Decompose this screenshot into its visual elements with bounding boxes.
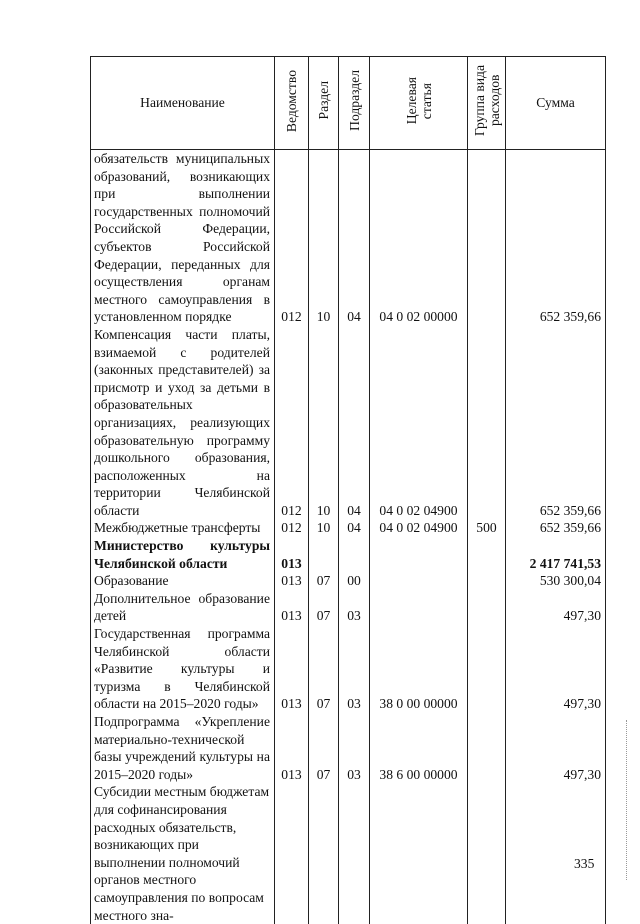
- row-name: Компенсация части платы, взимаемой с родителей (законных представителей) за присмотр и уход за детьми в образовательных организациях, реализующих образовательную программу дошкольного образования, расположенных на территории Челябинской области: [91, 326, 275, 520]
- row-gruppa-vida: [468, 537, 506, 572]
- row-gruppa-vida: [468, 783, 506, 924]
- row-vedomstvo: [275, 783, 309, 924]
- row-razdel: 10: [309, 150, 339, 326]
- row-podrazdel: [339, 537, 370, 572]
- row-summa: 652 359,66: [506, 519, 606, 537]
- row-podrazdel: 03: [339, 625, 370, 713]
- row-summa: 497,30: [506, 590, 606, 625]
- header-podrazdel: Подраздел: [339, 57, 370, 150]
- row-summa: 652 359,66: [506, 326, 606, 520]
- row-summa: [506, 783, 606, 924]
- row-summa: 2 417 741,53: [506, 537, 606, 572]
- table-row: [91, 150, 606, 326]
- header-summa: Сумма: [506, 57, 606, 150]
- row-celevaya-statya: 04 0 02 04900: [370, 326, 468, 520]
- row-vedomstvo: 012: [275, 326, 309, 520]
- row-summa: 652 359,66: [506, 150, 606, 326]
- row-gruppa-vida: 500: [468, 519, 506, 537]
- header-gruppa-vida: Группа вида расходов: [468, 57, 506, 150]
- row-celevaya-statya: [370, 783, 468, 924]
- row-summa: 497,30: [506, 625, 606, 713]
- row-podrazdel: 00: [339, 572, 370, 590]
- table-row: [91, 590, 606, 625]
- row-vedomstvo: 013: [275, 625, 309, 713]
- row-podrazdel: [339, 783, 370, 924]
- table-row: [91, 326, 606, 520]
- row-celevaya-statya: [370, 590, 468, 625]
- scan-edge-mark: [626, 720, 628, 880]
- row-celevaya-statya: 38 6 00 00000: [370, 713, 468, 783]
- row-name: обязательств муниципальных образований, возникающих при выполнении государственных полномочий Российской Федерации, субъектов Российской Федерации, переданных для осуществления органам местного самоуправления в установленном порядке: [91, 150, 275, 326]
- row-vedomstvo: 012: [275, 519, 309, 537]
- table-header: [91, 57, 606, 150]
- row-razdel: 07: [309, 713, 339, 783]
- row-name: Образование: [91, 572, 275, 590]
- header-name: Наименование: [91, 57, 275, 150]
- row-razdel: [309, 783, 339, 924]
- row-name: Подпрограмма «Укрепление материально-технической базы учреждений культуры на 2015–2020 годы»: [91, 713, 275, 783]
- row-podrazdel: 04: [339, 150, 370, 326]
- row-gruppa-vida: [468, 590, 506, 625]
- row-podrazdel: 04: [339, 519, 370, 537]
- row-name: Министерство культуры Челябинской области: [91, 537, 275, 572]
- table-row: [91, 572, 606, 590]
- row-razdel: 07: [309, 572, 339, 590]
- row-name: Дополнительное образование детей: [91, 590, 275, 625]
- row-gruppa-vida: [468, 150, 506, 326]
- row-name: Государственная программа Челябинской области «Развитие культуры и туризма в Челябинской области на 2015–2020 годы»: [91, 625, 275, 713]
- row-summa: 497,30: [506, 713, 606, 783]
- row-podrazdel: 04: [339, 326, 370, 520]
- header-vedomstvo: Ведомство: [275, 57, 309, 150]
- row-razdel: 07: [309, 590, 339, 625]
- table-row: [91, 783, 606, 924]
- row-name: Субсидии местным бюджетам для софинансирования расходных обязательств, возникающих при выполнении полномочий органов местного самоуправления по вопросам местного зна-: [91, 783, 275, 924]
- table-body: [91, 150, 606, 924]
- row-vedomstvo: 012: [275, 150, 309, 326]
- table-row: [91, 713, 606, 783]
- row-vedomstvo: 013: [275, 713, 309, 783]
- row-gruppa-vida: [468, 713, 506, 783]
- row-podrazdel: 03: [339, 590, 370, 625]
- row-celevaya-statya: [370, 537, 468, 572]
- row-celevaya-statya: 04 0 02 04900: [370, 519, 468, 537]
- row-razdel: 07: [309, 625, 339, 713]
- row-gruppa-vida: [468, 326, 506, 520]
- row-celevaya-statya: [370, 572, 468, 590]
- table-row: [91, 519, 606, 537]
- row-gruppa-vida: [468, 572, 506, 590]
- row-vedomstvo: 013: [275, 572, 309, 590]
- table-row: [91, 625, 606, 713]
- page-number: 335: [574, 856, 594, 872]
- row-celevaya-statya: 04 0 02 00000: [370, 150, 468, 326]
- row-podrazdel: 03: [339, 713, 370, 783]
- row-name: Межбюджетные трансферты: [91, 519, 275, 537]
- row-celevaya-statya: 38 0 00 00000: [370, 625, 468, 713]
- row-razdel: 10: [309, 326, 339, 520]
- row-razdel: 10: [309, 519, 339, 537]
- row-summa: 530 300,04: [506, 572, 606, 590]
- budget-table: [90, 56, 606, 924]
- row-gruppa-vida: [468, 625, 506, 713]
- row-vedomstvo: 013: [275, 537, 309, 572]
- header-celevaya-statya: Целевая статья: [370, 57, 468, 150]
- row-razdel: [309, 537, 339, 572]
- header-razdel: Раздел: [309, 57, 339, 150]
- table-row: [91, 537, 606, 572]
- row-vedomstvo: 013: [275, 590, 309, 625]
